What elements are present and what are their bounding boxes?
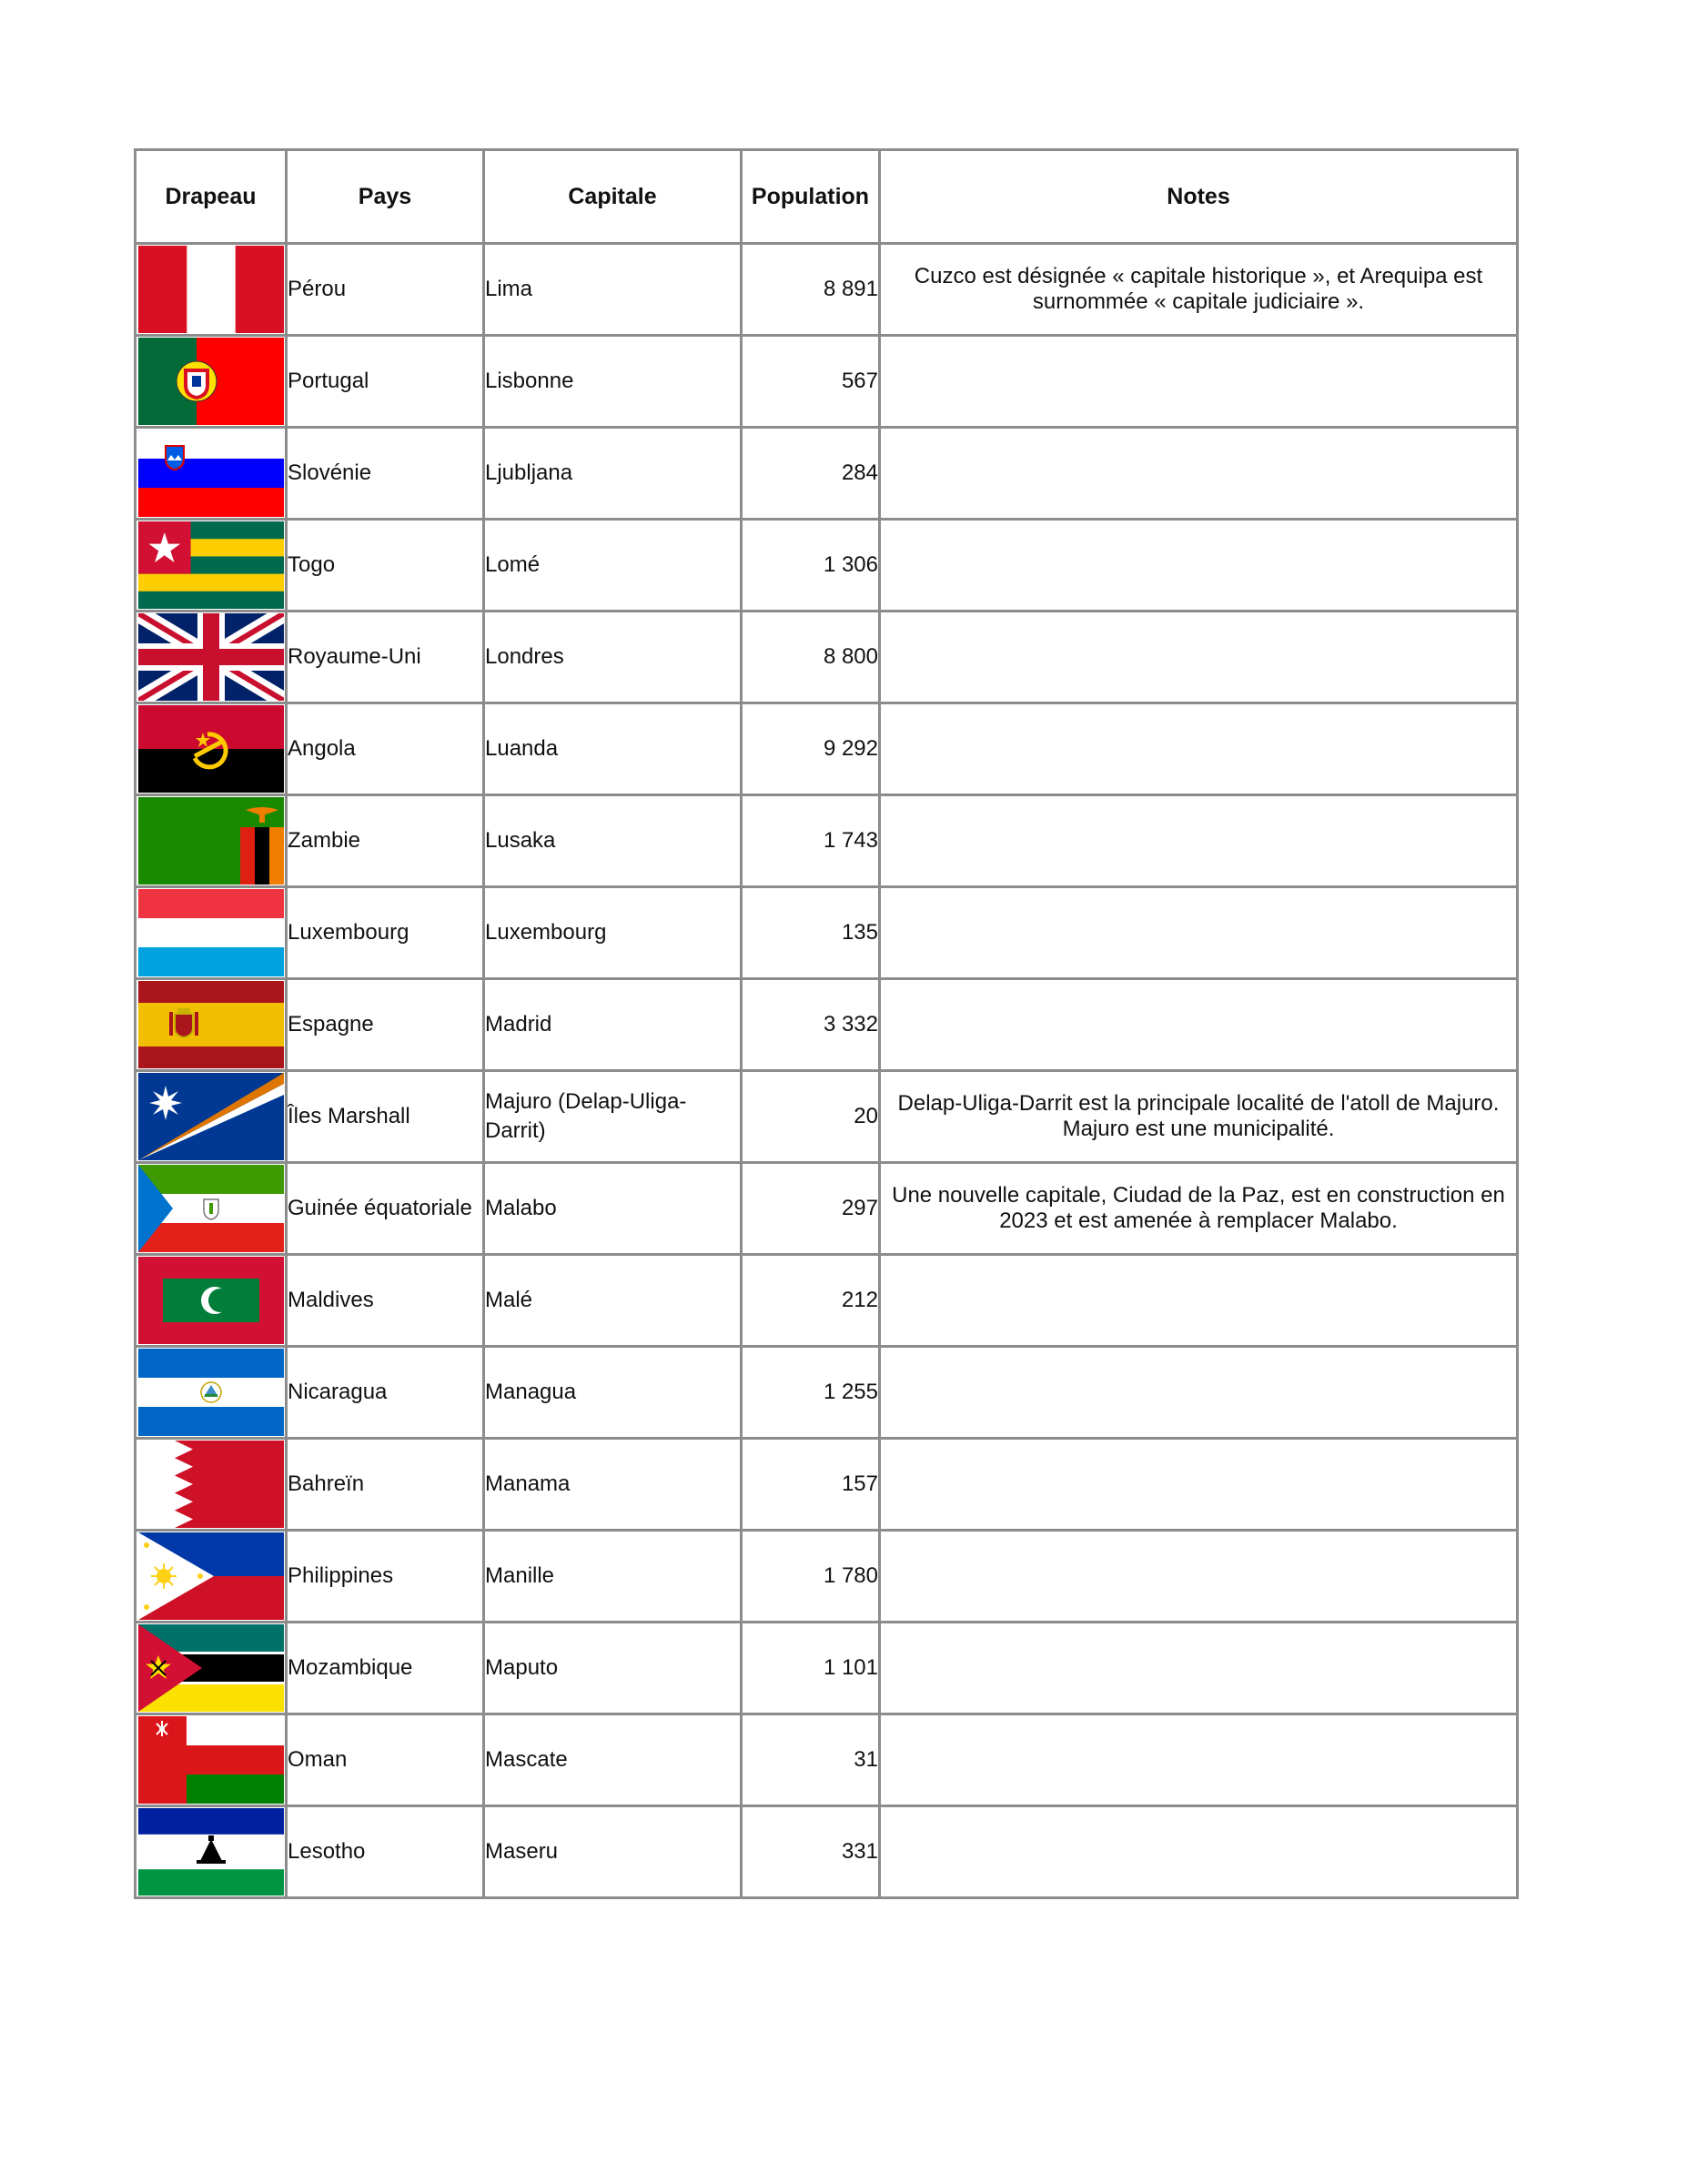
portugal-flag-icon xyxy=(138,338,284,425)
capital-cell: Lusaka xyxy=(484,795,742,887)
flag-cell xyxy=(136,1531,287,1623)
flag-cell xyxy=(136,887,287,979)
capital-cell: Lomé xyxy=(484,520,742,612)
slovenia-flag-icon xyxy=(138,430,284,517)
country-cell: Philippines xyxy=(287,1531,484,1623)
table-row xyxy=(136,887,1518,979)
notes-cell xyxy=(880,336,1518,428)
peru-flag-icon xyxy=(138,246,284,333)
notes-cell xyxy=(880,1347,1518,1439)
table-row xyxy=(136,1714,1518,1806)
table-row xyxy=(136,428,1518,520)
population-cell: 212 xyxy=(742,1255,880,1347)
country-cell: Lesotho xyxy=(287,1806,484,1898)
header-flag: Drapeau xyxy=(136,150,287,244)
maldives-flag-icon xyxy=(138,1257,284,1344)
flag-cell xyxy=(136,703,287,795)
flag-cell xyxy=(136,1255,287,1347)
capital-cell: Manille xyxy=(484,1531,742,1623)
population-cell: 20 xyxy=(742,1071,880,1163)
bahrain-flag-icon xyxy=(138,1441,284,1528)
population-cell: 31 xyxy=(742,1714,880,1806)
notes-cell: Une nouvelle capitale, Ciudad de la Paz, est en construction en 2023 et est amenée à remplacer Malabo. xyxy=(880,1163,1518,1255)
notes-cell xyxy=(880,1439,1518,1531)
country-cell: Royaume-Uni xyxy=(287,612,484,703)
country-cell: Slovénie xyxy=(287,428,484,520)
country-cell: Guinée équatoriale xyxy=(287,1163,484,1255)
notes-cell xyxy=(880,612,1518,703)
country-cell: Pérou xyxy=(287,244,484,336)
population-cell: 567 xyxy=(742,336,880,428)
header-notes: Notes xyxy=(880,150,1518,244)
table-row xyxy=(136,1071,1518,1163)
flag-cell xyxy=(136,428,287,520)
nicaragua-flag-icon xyxy=(138,1349,284,1436)
notes-cell xyxy=(880,1714,1518,1806)
capital-cell: Lima xyxy=(484,244,742,336)
table-row xyxy=(136,979,1518,1071)
table-row xyxy=(136,244,1518,336)
marshall-islands-flag-icon xyxy=(138,1073,284,1160)
notes-cell xyxy=(880,1806,1518,1898)
country-cell: Îles Marshall xyxy=(287,1071,484,1163)
population-cell: 8 800 xyxy=(742,612,880,703)
flag-cell xyxy=(136,1714,287,1806)
flag-cell xyxy=(136,1439,287,1531)
flag-cell xyxy=(136,1071,287,1163)
notes-cell xyxy=(880,1623,1518,1714)
header-population: Population xyxy=(742,150,880,244)
country-cell: Oman xyxy=(287,1714,484,1806)
capital-cell: Luxembourg xyxy=(484,887,742,979)
flag-cell xyxy=(136,1163,287,1255)
oman-flag-icon xyxy=(138,1716,284,1804)
country-cell: Maldives xyxy=(287,1255,484,1347)
country-cell: Bahreïn xyxy=(287,1439,484,1531)
notes-cell xyxy=(880,703,1518,795)
country-cell: Espagne xyxy=(287,979,484,1071)
table-row xyxy=(136,1439,1518,1531)
table-row xyxy=(136,1806,1518,1898)
country-cell: Nicaragua xyxy=(287,1347,484,1439)
population-cell: 135 xyxy=(742,887,880,979)
angola-flag-icon xyxy=(138,705,284,793)
flag-cell xyxy=(136,1623,287,1714)
capital-cell: Malabo xyxy=(484,1163,742,1255)
notes-cell xyxy=(880,979,1518,1071)
capital-cell: Lisbonne xyxy=(484,336,742,428)
notes-cell xyxy=(880,520,1518,612)
flag-cell xyxy=(136,1806,287,1898)
table-row xyxy=(136,795,1518,887)
notes-cell: Cuzco est désignée « capitale historique », et Arequipa est surnommée « capitale judiciaire ». xyxy=(880,244,1518,336)
capital-cell: Londres xyxy=(484,612,742,703)
notes-cell xyxy=(880,1531,1518,1623)
flag-cell xyxy=(136,612,287,703)
country-cell: Zambie xyxy=(287,795,484,887)
equatorial-guinea-flag-icon xyxy=(138,1165,284,1252)
capital-cell: Malé xyxy=(484,1255,742,1347)
capital-cell: Maseru xyxy=(484,1806,742,1898)
luxembourg-flag-icon xyxy=(138,889,284,976)
population-cell: 297 xyxy=(742,1163,880,1255)
flag-cell xyxy=(136,1347,287,1439)
country-cell: Angola xyxy=(287,703,484,795)
population-cell: 331 xyxy=(742,1806,880,1898)
population-cell: 157 xyxy=(742,1439,880,1531)
zambia-flag-icon xyxy=(138,797,284,885)
flag-cell xyxy=(136,795,287,887)
country-cell: Mozambique xyxy=(287,1623,484,1714)
table-row xyxy=(136,1163,1518,1255)
capital-cell: Majuro (Delap-Uliga-Darrit) xyxy=(484,1071,742,1163)
table-row xyxy=(136,1531,1518,1623)
flag-cell xyxy=(136,979,287,1071)
country-cell: Luxembourg xyxy=(287,887,484,979)
header-country: Pays xyxy=(287,150,484,244)
flag-cell xyxy=(136,520,287,612)
notes-cell xyxy=(880,795,1518,887)
capital-cell: Maputo xyxy=(484,1623,742,1714)
table-row xyxy=(136,1255,1518,1347)
population-cell: 8 891 xyxy=(742,244,880,336)
header-capital: Capitale xyxy=(484,150,742,244)
flag-cell xyxy=(136,336,287,428)
capital-cell: Manama xyxy=(484,1439,742,1531)
capital-cell: Ljubljana xyxy=(484,428,742,520)
flag-cell xyxy=(136,244,287,336)
spain-flag-icon xyxy=(138,981,284,1068)
united-kingdom-flag-icon xyxy=(138,613,284,701)
capital-cell: Madrid xyxy=(484,979,742,1071)
philippines-flag-icon xyxy=(138,1532,284,1620)
table-header-row xyxy=(136,150,1518,244)
population-cell: 1 780 xyxy=(742,1531,880,1623)
capital-cell: Managua xyxy=(484,1347,742,1439)
table-row xyxy=(136,1347,1518,1439)
table-row xyxy=(136,1623,1518,1714)
population-cell: 3 332 xyxy=(742,979,880,1071)
population-cell: 284 xyxy=(742,428,880,520)
table-row xyxy=(136,520,1518,612)
population-cell: 1 306 xyxy=(742,520,880,612)
capital-cell: Luanda xyxy=(484,703,742,795)
capitals-table xyxy=(134,148,1519,1899)
country-cell: Togo xyxy=(287,520,484,612)
population-cell: 1 101 xyxy=(742,1623,880,1714)
mozambique-flag-icon xyxy=(138,1624,284,1712)
table-row xyxy=(136,703,1518,795)
notes-cell xyxy=(880,428,1518,520)
table-row xyxy=(136,612,1518,703)
population-cell: 9 292 xyxy=(742,703,880,795)
capital-cell: Mascate xyxy=(484,1714,742,1806)
country-cell: Portugal xyxy=(287,336,484,428)
lesotho-flag-icon xyxy=(138,1808,284,1896)
notes-cell xyxy=(880,887,1518,979)
notes-cell: Delap-Uliga-Darrit est la principale localité de l'atoll de Majuro. Majuro est une municipalité. xyxy=(880,1071,1518,1163)
population-cell: 1 743 xyxy=(742,795,880,887)
togo-flag-icon xyxy=(138,521,284,609)
population-cell: 1 255 xyxy=(742,1347,880,1439)
notes-cell xyxy=(880,1255,1518,1347)
table-row xyxy=(136,336,1518,428)
